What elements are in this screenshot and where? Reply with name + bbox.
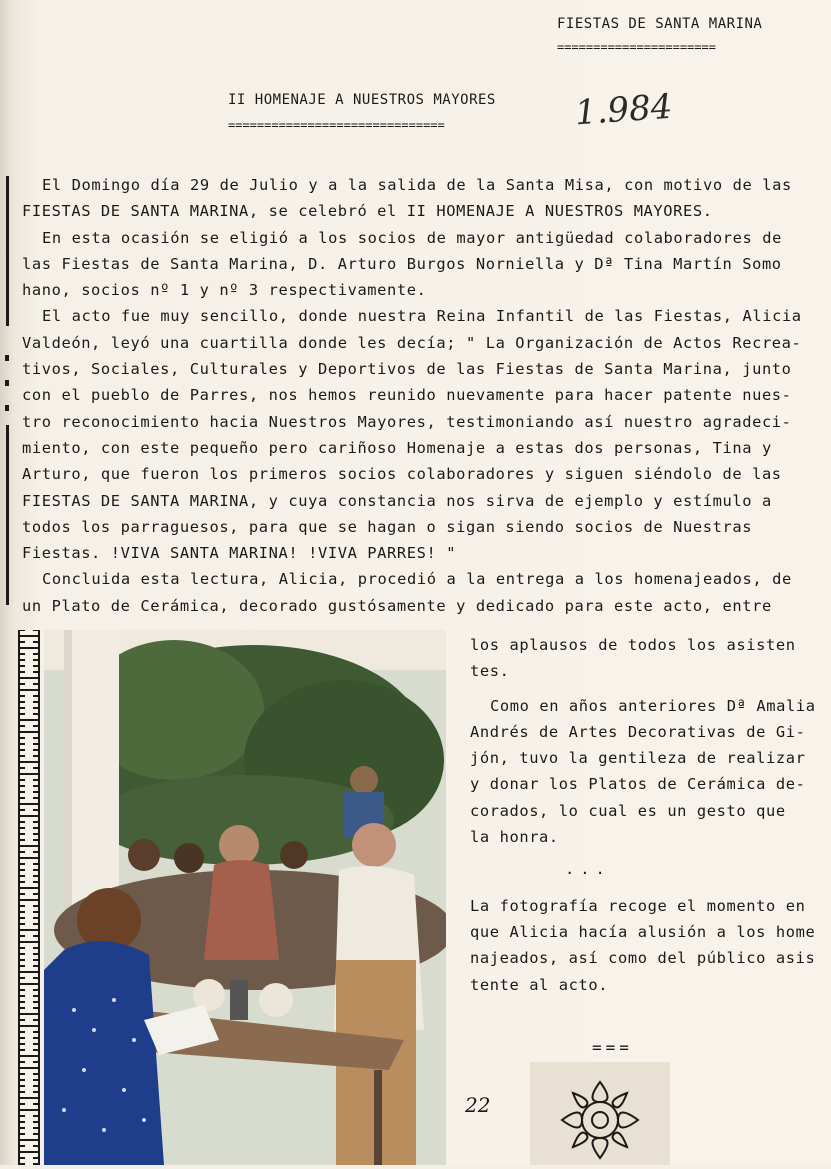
right-para-2: [470, 693, 825, 851]
right-column-line: La fotografía recoge el momento en: [470, 896, 806, 915]
right-column-line: la honra.: [470, 828, 559, 847]
article-body: [22, 172, 812, 619]
closing-rule: ===: [592, 1038, 633, 1057]
article-title-underline: ==============================: [228, 118, 445, 132]
right-column-line: jón, tuvo la gentileza de realizar: [470, 749, 806, 768]
running-title-underline: ======================: [557, 40, 716, 54]
right-para-3: [470, 893, 825, 998]
right-column-line: tes.: [470, 662, 510, 681]
greek-key-border: [18, 630, 40, 1165]
running-header: [557, 16, 762, 54]
body-line: hano, socios nº 1 y nº 3 respectivamente.: [22, 281, 427, 300]
body-line: FIESTAS DE SANTA MARINA, y cuya constancia nos sirva de ejemplo y estímulo a: [22, 491, 772, 510]
margin-bar-top: [6, 176, 9, 326]
ornamental-rosette-icon: [530, 1062, 670, 1165]
body-line: El Domingo día 29 de Julio y a la salida de la Santa Misa, con motivo de las: [42, 176, 792, 194]
right-column-line: los aplausos de todos los asisten: [470, 636, 796, 654]
margin-dot-2: [5, 380, 9, 386]
body-line: un Plato de Cerámica, decorado gustósamente y dedicado para este acto, entre: [22, 596, 772, 615]
body-line: Concluida esta lectura, Alicia, procedió a la entrega a los homenajeados, de: [42, 570, 792, 589]
body-line: miento, con este pequeño pero cariñoso Homenaje a estas dos personas, Tina y: [22, 438, 772, 457]
right-column-line: Andrés de Artes Decorativas de Gi-: [470, 722, 806, 741]
body-line: las Fiestas de Santa Marina, D. Arturo Burgos Norniella y Dª Tina Martín Somo: [22, 254, 782, 273]
running-title: FIESTAS DE SANTA MARINA: [557, 16, 763, 32]
page-number: 22: [465, 1093, 491, 1117]
body-line: Valdeón, leyó una cuartilla donde les decía; " La Organización de Actos Recrea-: [22, 333, 802, 352]
right-column-text: [470, 632, 825, 998]
right-column-line: najeados, así como del público asis: [470, 949, 816, 968]
ceremony-photo: [44, 630, 446, 1165]
right-column-line: que Alicia hacía alusión a los home: [470, 922, 816, 941]
body-line: FIESTAS DE SANTA MARINA, se celebró el II HOMENAJE A NUESTROS MAYORES.: [22, 202, 713, 221]
right-column-line: y donar los Platos de Cerámica de-: [470, 775, 806, 794]
margin-bar-bottom: [6, 425, 9, 605]
body-line: con el pueblo de Parres, nos hemos reunido nuevamente para hacer patente nues-: [22, 386, 792, 405]
handwritten-year: 1.984: [573, 86, 674, 134]
right-column-line: corados, lo cual es un gesto que: [470, 801, 786, 820]
article-title: II HOMENAJE A NUESTROS MAYORES: [228, 92, 496, 108]
body-line: El acto fue muy sencillo, donde nuestra Reina Infantil de las Fiestas, Alicia: [42, 307, 802, 326]
body-line: tivos, Sociales, Culturales y Deportivos de las Fiestas de Santa Marina, junto: [22, 360, 792, 379]
margin-dot-3: [5, 405, 9, 411]
body-line: tro reconocimiento hacia Nuestros Mayores, testimoniando así nuestro agradeci-: [22, 412, 792, 431]
right-column-line: Como en años anteriores Dª Amalia: [490, 696, 816, 715]
article-title-block: [228, 92, 496, 132]
margin-dot-1: [5, 355, 9, 361]
body-line: Arturo, que fueron los primeros socios colaboradores y siguen siéndolo de las: [22, 465, 782, 484]
body-line: Fiestas. !VIVA SANTA MARINA! !VIVA PARRES! ": [22, 544, 457, 563]
right-column-line: tente al acto.: [470, 975, 609, 994]
section-dots: ...: [565, 860, 611, 879]
body-line: En esta ocasión se eligió a los socios de mayor antigüedad colaboradores de: [42, 228, 782, 247]
right-para-1: [470, 632, 825, 685]
body-line: todos los parraguesos, para que se hagan o sigan siendo socios de Nuestras: [22, 517, 753, 536]
